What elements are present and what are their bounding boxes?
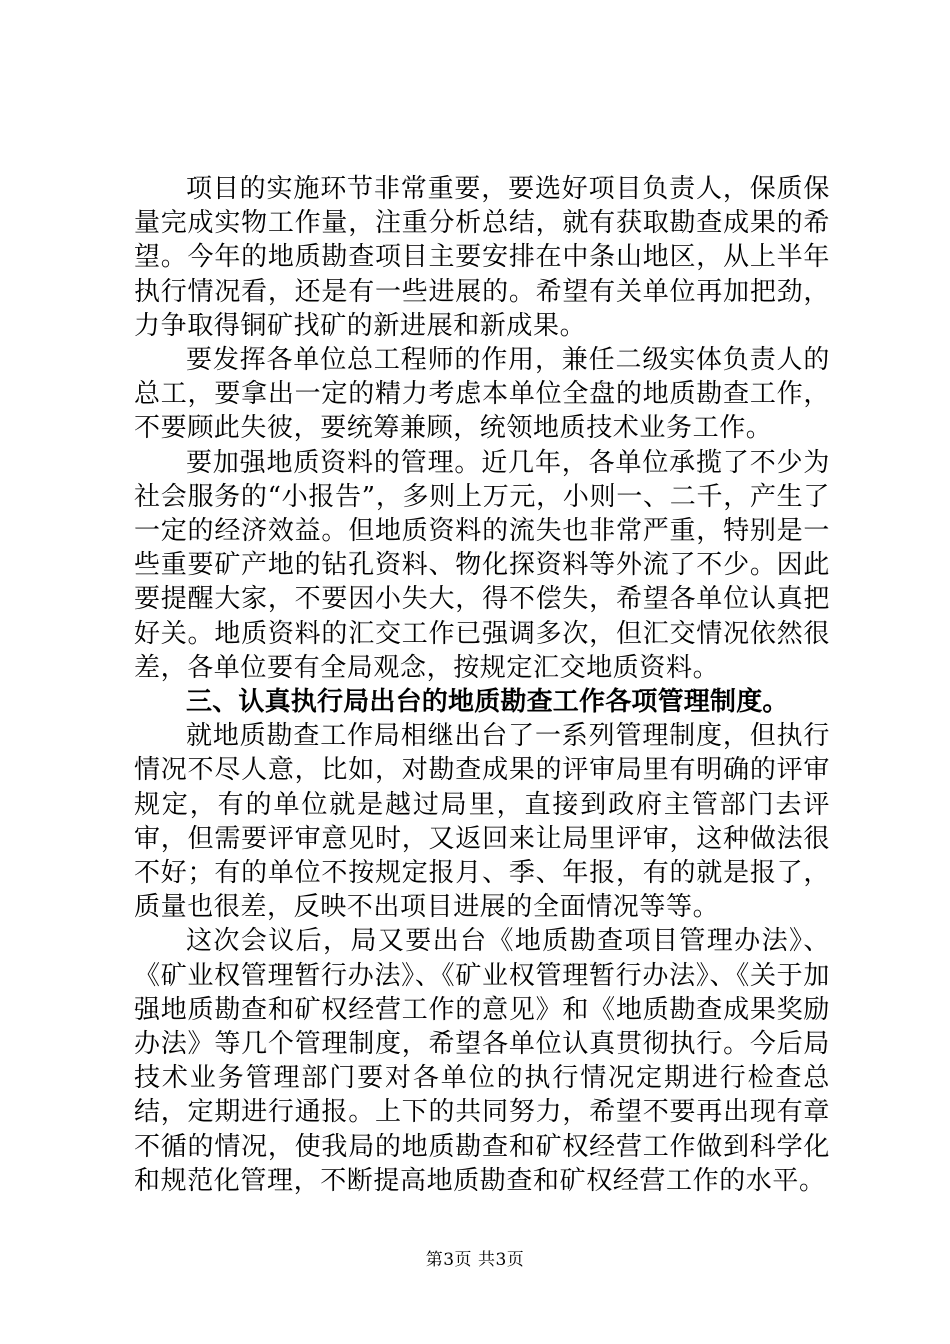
paragraph-management-rules: 就地质勘查工作局相继出台了一系列管理制度，但执行情况不尽人意，比如，对勘查成果的评审局里有明确的评审规定，有的单位就是越过局里，直接到政府主管部门去评审，但需要评审意见时，又返回来让局里评审，这种做法很不好；有的单位不按规定报月、季、年报，有的就是报了，质量也很差，反映不出项目进展的全面情况等等。 bbox=[134, 721, 830, 923]
page-number-footer: 第3页 共3页 bbox=[425, 1250, 525, 1270]
paragraph-project-implementation: 项目的实施环节非常重要，要选好项目负责人，保质保量完成实物工作量，注重分析总结，就有获取勘查成果的希望。今年的地质勘查项目主要安排在中条山地区，从上半年执行情况看，还是有一些进展的。希望有关单位再加把劲，力争取得铜矿找矿的新进展和新成果。 bbox=[134, 174, 830, 341]
paragraph-chief-engineer: 要发挥各单位总工程师的作用，兼任二级实体负责人的总工，要拿出一定的精力考虑本单位全盘的地质勘查工作，不要顾此失彼，要统筹兼顾，统领地质技术业务工作。 bbox=[134, 345, 830, 444]
paragraph-meeting-follow-up: 这次会议后，局又要出台《地质勘查项目管理办法》、《矿业权管理暂行办法》、《矿业权管理暂行办法》、《关于加强地质勘查和矿权经营工作的意见》和《地质勘查成果奖励办法》等几个管理制度，希望各单位认真贯彻执行。今后局技术业务管理部门要对各单位的执行情况定期进行检查总结，定期进行通报。上下的共同努力，希望不要再出现有章不循的情况，使我局的地质勘查和矿权经营工作做到科学化和规范化管理，不断提高地质勘查和矿权经营工作的水平。 bbox=[134, 926, 830, 1196]
section-heading: 三、认真执行局出台的地质勘查工作各项管理制度。 bbox=[186, 687, 789, 718]
paragraph-geological-data: 要加强地质资料的管理。近几年，各单位承揽了不少为社会服务的“小报告”，多则上万元，小则一、二千，产生了一定的经济效益。但地质资料的流失也非常严重，特别是一些重要矿产地的钻孔资料、物化探资料等外流了不少。因此要提醒大家，不要因小失大，得不偿失，希望各单位认真把好关。地质资料的汇交工作已强调多次，但汇交情况依然很差，各单位要有全局观念，按规定汇交地质资料。 bbox=[134, 447, 830, 683]
document-body bbox=[134, 172, 830, 1198]
